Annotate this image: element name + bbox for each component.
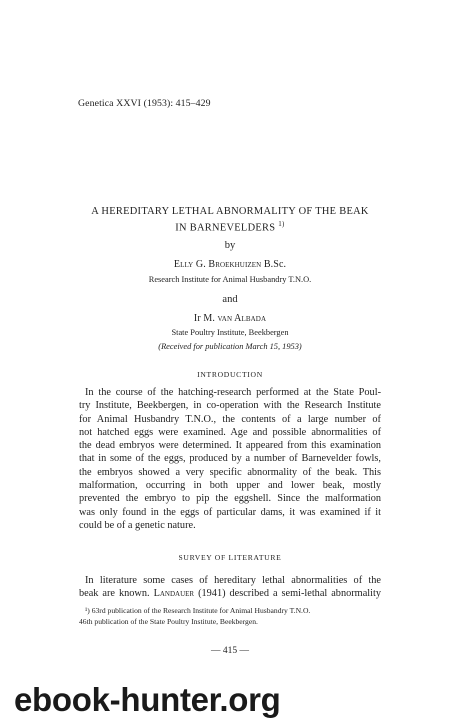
title-footnote-mark: 1) xyxy=(278,220,285,228)
footnote-1: ¹) 63rd publication of the Research Institute for Animal Husbandry T.N.O. xyxy=(85,606,311,615)
watermark: ebook-hunter.org xyxy=(14,681,281,718)
author-2-title: Ir xyxy=(193,313,204,324)
author-1-affiliation: Research Institute for Animal Husbandry T.N.O. xyxy=(148,275,312,284)
survey-line xyxy=(79,587,381,600)
article-title xyxy=(60,205,400,234)
page-number: — 415 — xyxy=(211,646,249,656)
journal-reference: Genetica XXVI (1953): 415–429 xyxy=(78,98,211,109)
title-line-1: A HEREDITARY LETHAL ABNORMALITY OF THE BEAK xyxy=(91,206,369,217)
title-line-2 xyxy=(60,218,400,234)
survey-line: In literature some cases of hereditary lethal abnormalities of the xyxy=(85,575,381,586)
author-2-name-text: M. van Albada xyxy=(203,313,267,324)
intro-line: prevented the embryo to pip the eggshell. Since the malformation xyxy=(79,493,381,505)
footnotes xyxy=(79,606,381,627)
and-connector: and xyxy=(222,294,238,305)
survey-paragraph xyxy=(79,574,381,601)
intro-line: the embryos showed a very specific abnormality of the beak. This xyxy=(79,466,381,478)
intro-line: for Animal Husbandry T.N.O., the contents of a large number of xyxy=(79,413,381,425)
intro-line: the dead embryos were determined. It appeared from this examination xyxy=(79,440,381,452)
survey-line-2-text: beak are known. xyxy=(79,588,150,600)
intro-line: was only found in the eggs of particular dams, it was examined if it xyxy=(79,506,381,518)
intro-line: malformation, occurring in both upper and lower beak, mostly xyxy=(79,480,381,492)
byline: by xyxy=(224,240,236,251)
intro-line: that in some of the eggs, produced by a number of Barnevelder fowls, xyxy=(79,453,381,465)
intro-line: could be of a genetic nature. xyxy=(79,519,196,531)
author-1-name xyxy=(60,259,400,270)
intro-line: try Institute, Beekbergen, in co-operation with the Research Institute xyxy=(79,400,381,412)
survey-heading: SURVEY OF LITERATURE xyxy=(178,553,282,562)
footnote-2: 46th publication of the State Poultry Institute, Beekbergen. xyxy=(79,616,258,626)
author-2-name xyxy=(60,313,400,324)
author-1-degree: B.Sc. xyxy=(261,259,287,270)
intro-line: In the course of the hatching-research performed at the State Poul- xyxy=(85,387,381,398)
title-line-2-text: IN BARNEVELDERS xyxy=(175,222,276,234)
author-2-affiliation: State Poultry Institute, Beekbergen xyxy=(171,328,289,337)
introduction-paragraph xyxy=(79,386,381,532)
intro-line: not hatched eggs were examined. Age and possible abnormalities of xyxy=(79,426,381,438)
introduction-heading: INTRODUCTION xyxy=(197,370,263,379)
cited-author: Landauer xyxy=(153,588,195,600)
received-date: (Received for publication March 15, 1953) xyxy=(158,342,302,351)
author-1-name-text: Elly G. Broekhuizen xyxy=(173,259,262,270)
survey-line-2-rest: (1941) described a semi-lethal abnormality xyxy=(194,588,381,600)
